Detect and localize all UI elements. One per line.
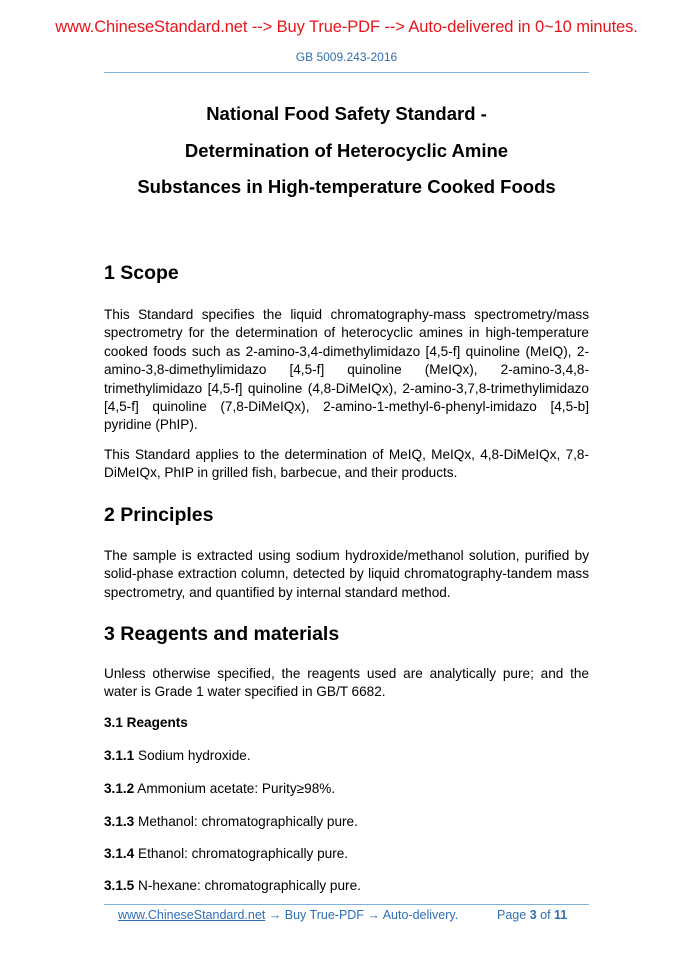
reagent-item [104,748,251,763]
page-total: 11 [554,908,568,922]
reagent-item-text: Methanol: chromatographically pure. [134,814,358,829]
principles-paragraph: The sample is extracted using sodium hydroxide/methanol solution, purified by solid-phase extraction column, detected by liquid chromatography-tandem mass spectrometry, and quantified by internal standard method. [104,548,589,600]
section-heading-principles: 2 Principles [104,504,214,526]
page-indicator [497,908,567,922]
reagent-item-number: 3.1.5 [104,878,135,893]
reagent-item-number: 3.1.4 [104,846,135,861]
page-number: 3 [529,908,537,922]
section-heading-scope: 1 Scope [104,262,179,284]
reagent-item-number: 3.1.2 [104,781,135,796]
reagent-item-text: N-hexane: chromatographically pure. [134,878,361,893]
doc-title-line-1: National Food Safety Standard - [206,103,487,124]
reagent-item [104,814,358,829]
reagent-item-number: 3.1.1 [104,748,135,763]
standard-id-header: GB 5009.243-2016 [295,50,398,64]
footer-site-link[interactable]: www.ChineseStandard.net [118,908,266,922]
reagent-item-number: 3.1.3 [104,814,135,829]
header-divider [104,72,589,73]
footer-promo-text: → Buy True-PDF → Auto-delivery. [265,908,459,922]
reagent-item-text: Ethanol: chromatographically pure. [134,846,349,861]
doc-title-line-3: Substances in High-temperature Cooked Foods [137,176,556,197]
reagent-item [104,878,361,893]
footer-divider [104,904,589,905]
page-of-label: of [540,908,551,922]
reagent-item [104,846,348,861]
section-heading-reagents: 3 Reagents and materials [104,623,340,645]
scope-paragraph-2: This Standard applies to the determination of MeIQ, MeIQx, 4,8-DiMeIQx, 7,8-DiMeIQx, PhIP in grilled fish, barbecue, and their products. [104,447,589,481]
doc-title-line-2: Determination of Heterocyclic Amine [184,140,509,161]
reagents-paragraph: Unless otherwise specified, the reagents used are analytically pure; and the water is Grade 1 water specified in GB/T 6682. [104,666,589,700]
promo-banner[interactable]: www.ChineseStandard.net --> Buy True-PDF --> Auto-delivered in 0~10 minutes. [55,18,638,36]
footer-promo [118,908,458,922]
subsection-heading-reagents: 3.1 Reagents [104,715,188,730]
page-label: Page [497,908,527,922]
scope-paragraph-1: This Standard specifies the liquid chromatography-mass spectrometry/mass spectrometry for the determination of heterocyclic amines in high-temperature cooked foods such as 2-amino-3,4-dimethylimidazo [4,5-f] quinoline (MeIQ), 2-amino-3,8-dimethylimidazo [4,5-f] quinoline (MeIQx), 2-amino-3,4,8-trimethylimidazo [4,5-f] quinoline (4,8-DiMeIQx), 2-amino-3,7,8-trimethylimidazo [4,5-f] quinoline (7,8-DiMeIQx), 2-amino-1-methyl-6-phenyl-imidazo [4,5-b] pyridine (PhIP). [104,307,589,433]
reagent-item-text: Sodium hydroxide. [134,748,251,763]
reagent-item [104,781,335,796]
reagent-item-text: Ammonium acetate: Purity≥98%. [134,781,336,796]
